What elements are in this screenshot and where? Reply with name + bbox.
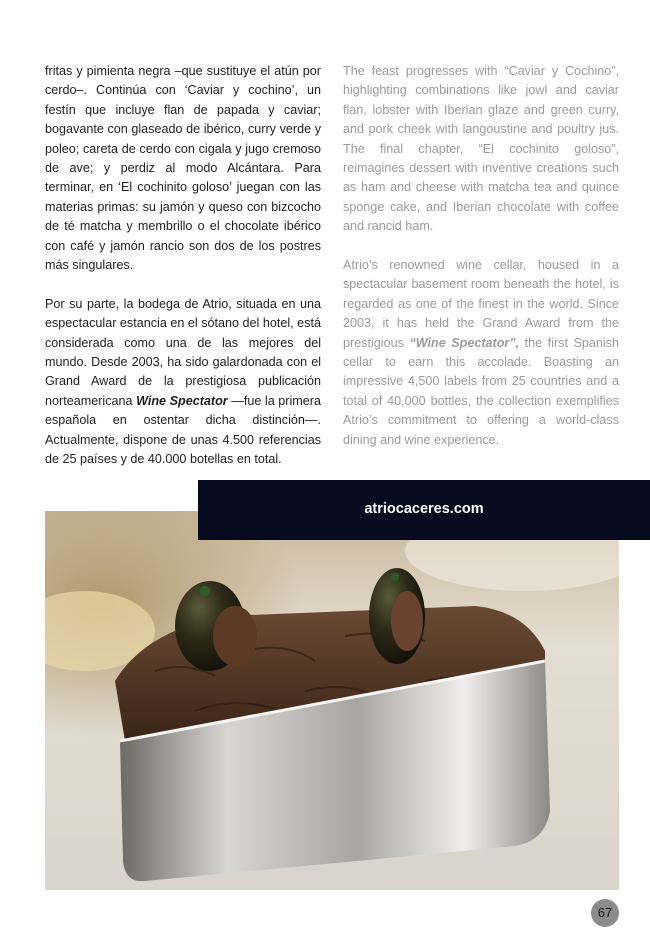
website-banner bbox=[198, 480, 650, 540]
dessert-illustration bbox=[45, 511, 619, 890]
spanish-text-column bbox=[45, 62, 321, 489]
english-paragraph-2: Atrio’s renowned wine cellar, housed in a spectacular basement room beneath the hotel, is regarded as one of the finest in the world. Since 2003, it has held the Grand Award from the prestigious “Wine Spectator”, the first Spanish cellar to earn this accolade. Boasting an impressive 4,500 labels from 25 countries and a total of 40,000 bottles, the collection exemplifies Atrio’s commitment to offering a world-class dining and wine experience. bbox=[343, 258, 620, 447]
dessert-photo bbox=[45, 511, 619, 890]
english-text-column bbox=[343, 62, 619, 470]
spanish-paragraph-1: fritas y pimienta negra –que sustituye el atún por cerdo–. Continúa con ‘Caviar y cochino’, un festín que incluye flan de papada y caviar; bogavante con glaseado de ibérico, curry verde y poleo; careta de cerdo con cigala y jugo cremoso de ave; y perdiz al modo Alcántara. Para terminar, en ‘El cochinito goloso’ juegan con las materias primas: su jamón y queso con bizcocho de té matcha y membrillo o el chocolate ibérico con café y jamón rancio son dos de los postres más singulares. bbox=[45, 64, 321, 273]
website-url[interactable]: atriocaceres.com bbox=[364, 501, 484, 517]
page-number-badge: 67 bbox=[591, 899, 619, 927]
wine-spectator-emphasis: “Wine Spectator”, bbox=[409, 335, 520, 350]
spanish-paragraph-2: Por su parte, la bodega de Atrio, situada en una espectacular estancia en el sótano del hotel, está considerada como una de las mejores del mundo. Desde 2003, ha sido galardonada con el Grand Award de la prestigiosa publicación norteamericana Wine Spectator —fue la primera española en ostentar dicha distinción—. Actualmente, dispone de unas 4.500 referencias de 25 países y de 40.000 botellas en total. bbox=[45, 296, 321, 467]
english-paragraph-1: The feast progresses with “Caviar y Cochino”, highlighting combinations like jowl and caviar flan, lobster with Iberian glaze and green curry, and pork cheek with langoustine and poultry jus. The final chapter, “El cochinito goloso”, reimagines dessert with inventive creations such as ham and cheese with matcha tea and quince sponge cake, and Iberian chocolate with coffee and rancid ham. bbox=[343, 64, 619, 234]
wine-spectator-emphasis: Wine Spectator bbox=[136, 393, 228, 408]
